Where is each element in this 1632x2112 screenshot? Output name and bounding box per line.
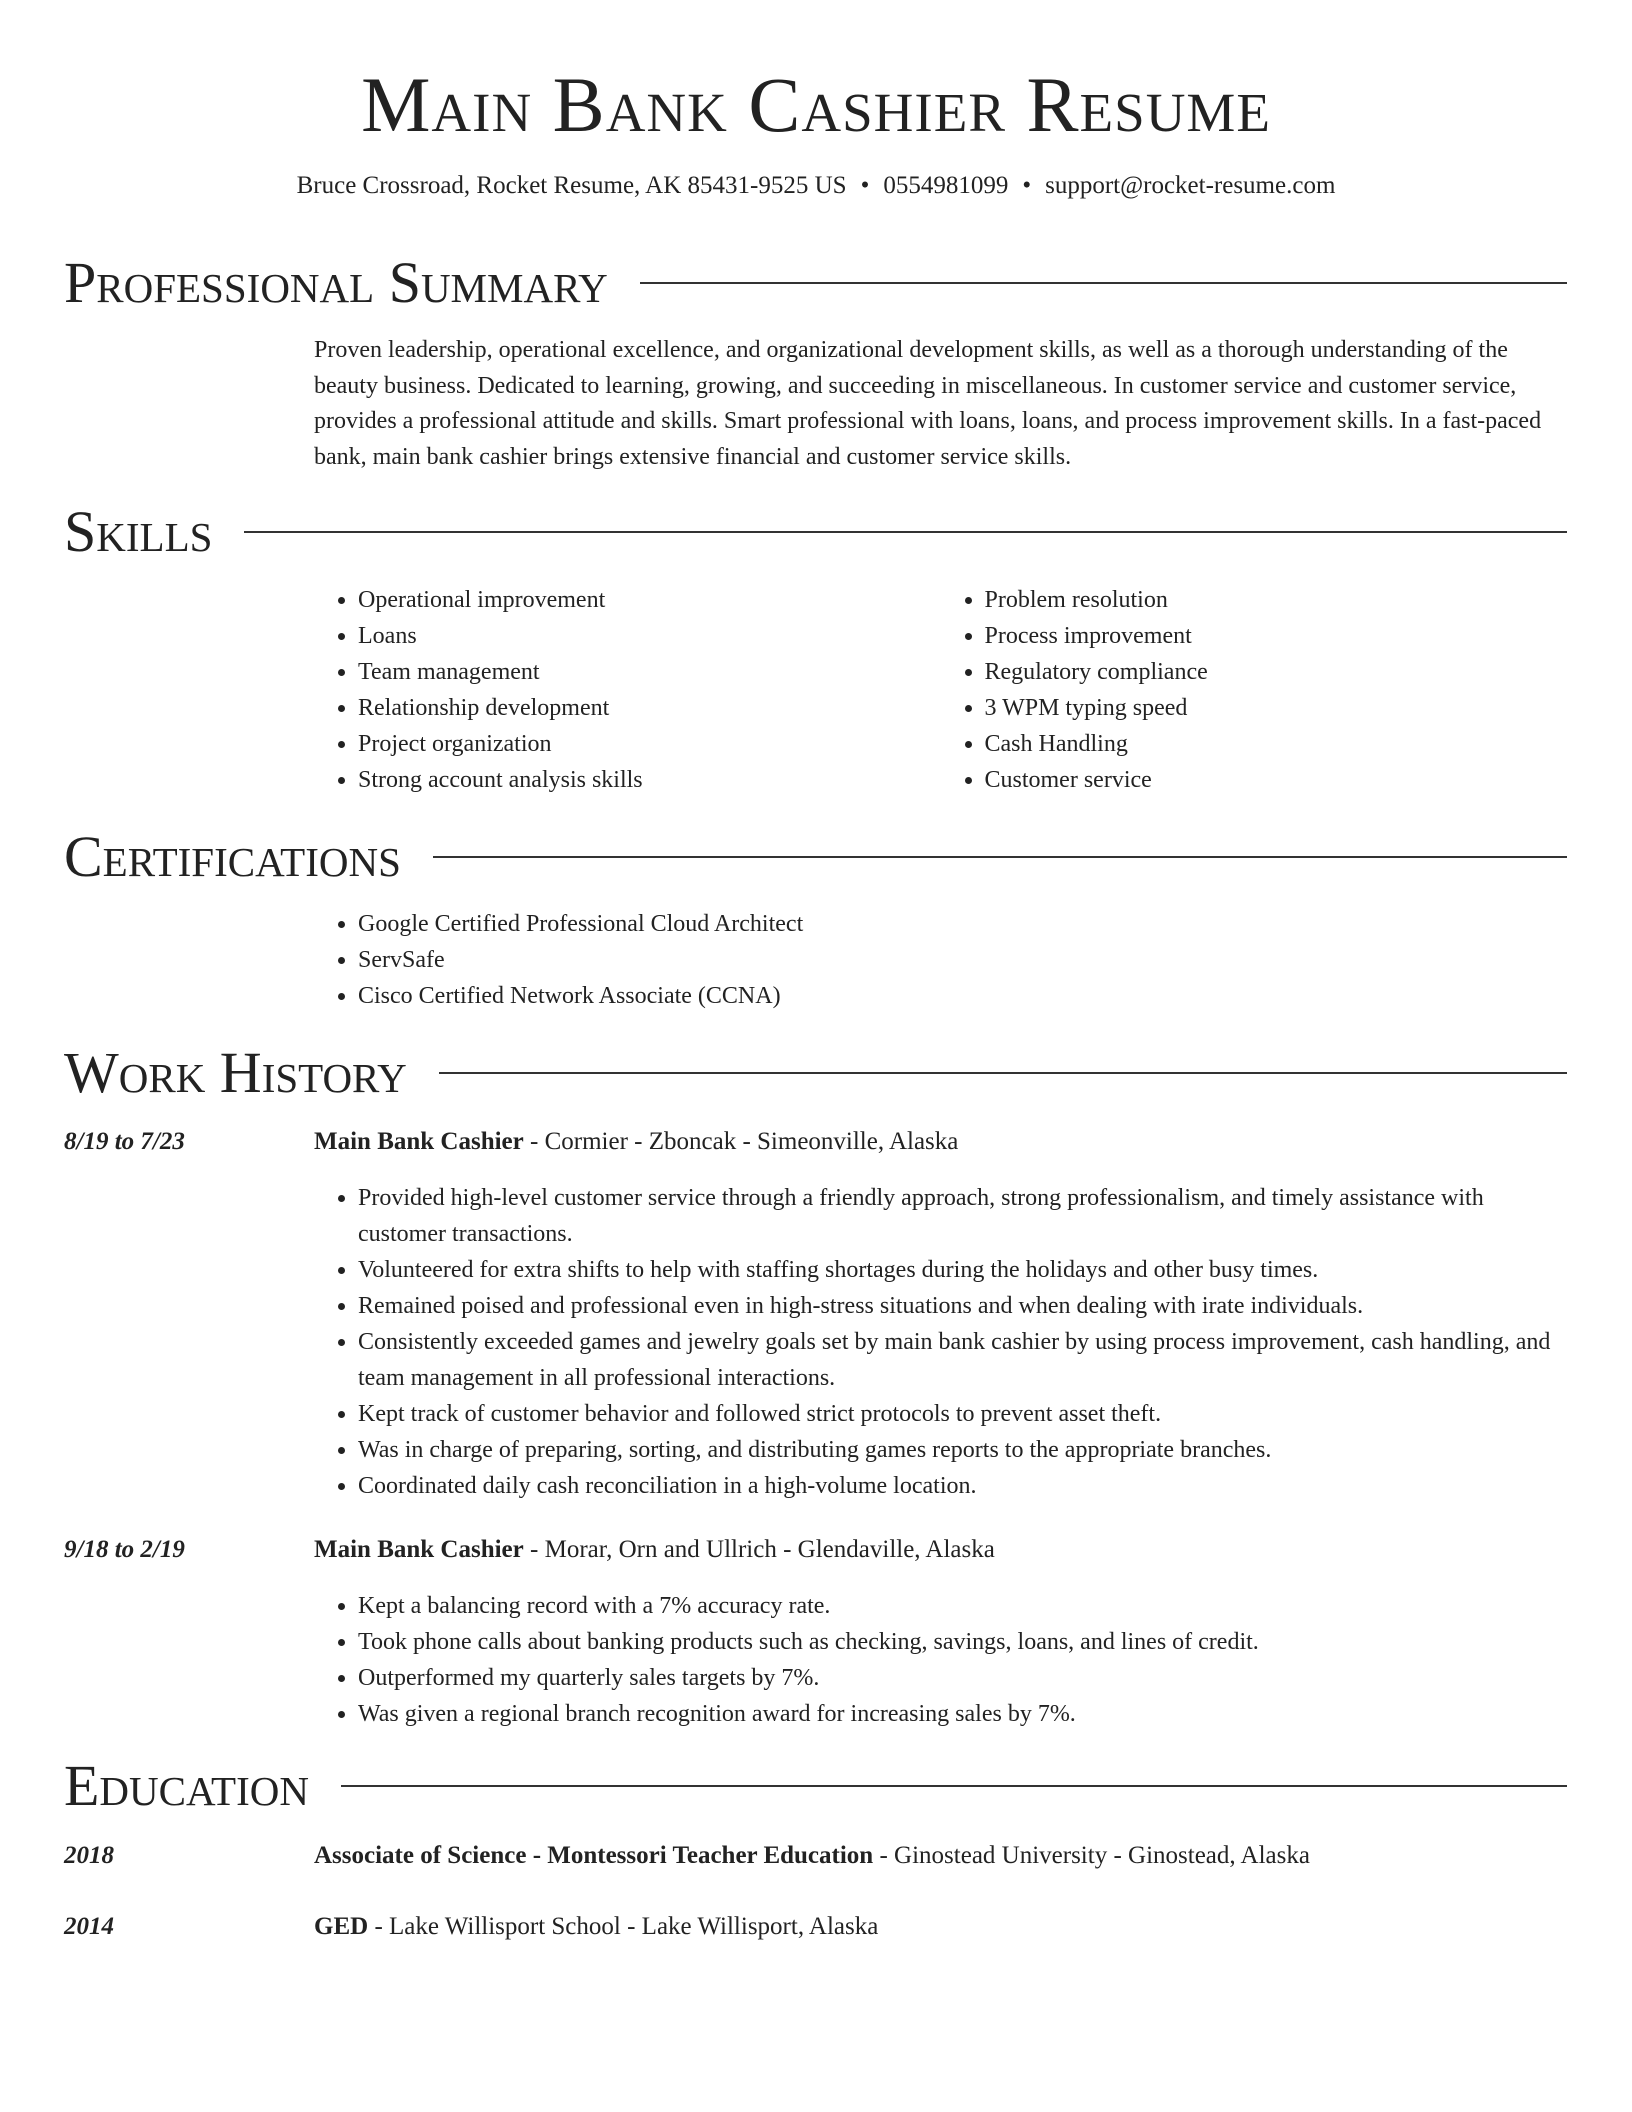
education-school: - Lake Willisport School - Lake Willisport, Alaska	[368, 1913, 879, 1940]
section-divider	[433, 856, 1567, 858]
list-item: • Loans	[358, 618, 941, 654]
education-heading: Education	[64, 1753, 309, 1818]
list-item: • Relationship development	[358, 690, 941, 726]
list-item: • Consistently exceeded games and jewelry goals set by main bank cashier by using process improvement, cash handling, and team management in all professional interactions.	[358, 1324, 1567, 1396]
section-divider	[640, 282, 1567, 284]
list-item: • Kept a balancing record with a 7% accuracy rate.	[358, 1588, 1567, 1624]
contact-separator: •	[1022, 172, 1032, 199]
contact-address: Bruce Crossroad, Rocket Resume, AK 85431-9525 US	[296, 172, 847, 199]
certifications-heading: Certifications	[64, 824, 401, 889]
skills-left-column	[314, 582, 941, 798]
summary-heading: Professional Summary	[64, 250, 608, 315]
education-section-header	[64, 1754, 1567, 1818]
skills-heading: Skills	[64, 499, 213, 564]
certifications-list	[314, 906, 1567, 1014]
job-bullets	[314, 1588, 1567, 1732]
list-item: • 3 WPM typing speed	[985, 690, 1568, 726]
job-title: Main Bank Cashier	[314, 1128, 524, 1155]
list-item: • Outperformed my quarterly sales targets by 7%.	[358, 1660, 1567, 1696]
job-title-line	[314, 1128, 1567, 1156]
education-degree: Associate of Science - Montessori Teacher Education	[314, 1842, 874, 1869]
contact-line	[0, 172, 1632, 200]
list-item: • Customer service	[985, 762, 1568, 798]
page-title: Main Bank Cashier Resume	[361, 61, 1271, 148]
work-section-header	[64, 1041, 1567, 1105]
contact-email: support@rocket-resume.com	[1045, 172, 1336, 199]
skills-section-header	[64, 500, 1567, 564]
education-year: 2014	[64, 1913, 114, 1940]
section-divider	[439, 1072, 1567, 1074]
certifications-section-header	[64, 825, 1567, 889]
job-employer: - Cormier - Zboncak - Simeonville, Alaska	[523, 1128, 959, 1155]
education-year: 2018	[64, 1842, 114, 1869]
skills-right-column	[941, 582, 1568, 798]
list-item: • Was in charge of preparing, sorting, and distributing games reports to the appropriate branches.	[358, 1432, 1567, 1468]
section-divider	[244, 531, 1567, 533]
list-item: • Kept track of customer behavior and followed strict protocols to prevent asset theft.	[358, 1396, 1567, 1432]
skills-list	[314, 582, 1567, 798]
list-item: • Was given a regional branch recognition award for increasing sales by 7%.	[358, 1696, 1567, 1732]
summary-text: Proven leadership, operational excellence, and organizational development skills, as well as a thorough understanding of the beauty business. Dedicated to learning, growing, and succeeding in miscellaneous. In customer service and customer service, provides a professional attitude and skills. Smart professional with loans, loans, and process improvement skills. In a fast-paced bank, main bank cashier brings extensive financial and customer service skills.	[314, 337, 1542, 470]
job-employer: - Morar, Orn and Ullrich - Glendaville, Alaska	[523, 1536, 995, 1563]
list-item: • Took phone calls about banking products such as checking, savings, loans, and lines of credit.	[358, 1624, 1567, 1660]
list-item: • ServSafe	[358, 942, 1567, 978]
list-item: • Problem resolution	[985, 582, 1568, 618]
summary-section-header	[64, 251, 1567, 315]
list-item: • Operational improvement	[358, 582, 941, 618]
list-item: • Cisco Certified Network Associate (CCNA)	[358, 978, 1567, 1014]
contact-phone: 0554981099	[883, 172, 1009, 199]
job-dates: 8/19 to 7/23	[64, 1128, 185, 1155]
list-item: • Cash Handling	[985, 726, 1568, 762]
list-item: • Team management	[358, 654, 941, 690]
education-school: - Ginostead University - Ginostead, Alaska	[873, 1842, 1310, 1869]
section-divider	[341, 1785, 1567, 1787]
list-item: • Strong account analysis skills	[358, 762, 941, 798]
work-heading: Work History	[64, 1040, 407, 1105]
job-title-line	[314, 1536, 1567, 1564]
job-bullets	[314, 1180, 1567, 1504]
job-title: Main Bank Cashier	[314, 1536, 524, 1563]
education-line	[314, 1913, 1567, 1941]
education-line	[314, 1842, 1567, 1870]
contact-separator: •	[860, 172, 870, 199]
list-item: • Provided high-level customer service through a friendly approach, strong professionalism, and timely assistance with customer transactions.	[358, 1180, 1567, 1252]
list-item: • Regulatory compliance	[985, 654, 1568, 690]
job-dates: 9/18 to 2/19	[64, 1536, 185, 1563]
education-degree: GED	[314, 1913, 369, 1940]
list-item: • Volunteered for extra shifts to help with staffing shortages during the holidays and other busy times.	[358, 1252, 1567, 1288]
list-item: • Process improvement	[985, 618, 1568, 654]
list-item: • Remained poised and professional even in high-stress situations and when dealing with irate individuals.	[358, 1288, 1567, 1324]
list-item: • Google Certified Professional Cloud Architect	[358, 906, 1567, 942]
list-item: • Coordinated daily cash reconciliation in a high-volume location.	[358, 1468, 1567, 1504]
list-item: • Project organization	[358, 726, 941, 762]
